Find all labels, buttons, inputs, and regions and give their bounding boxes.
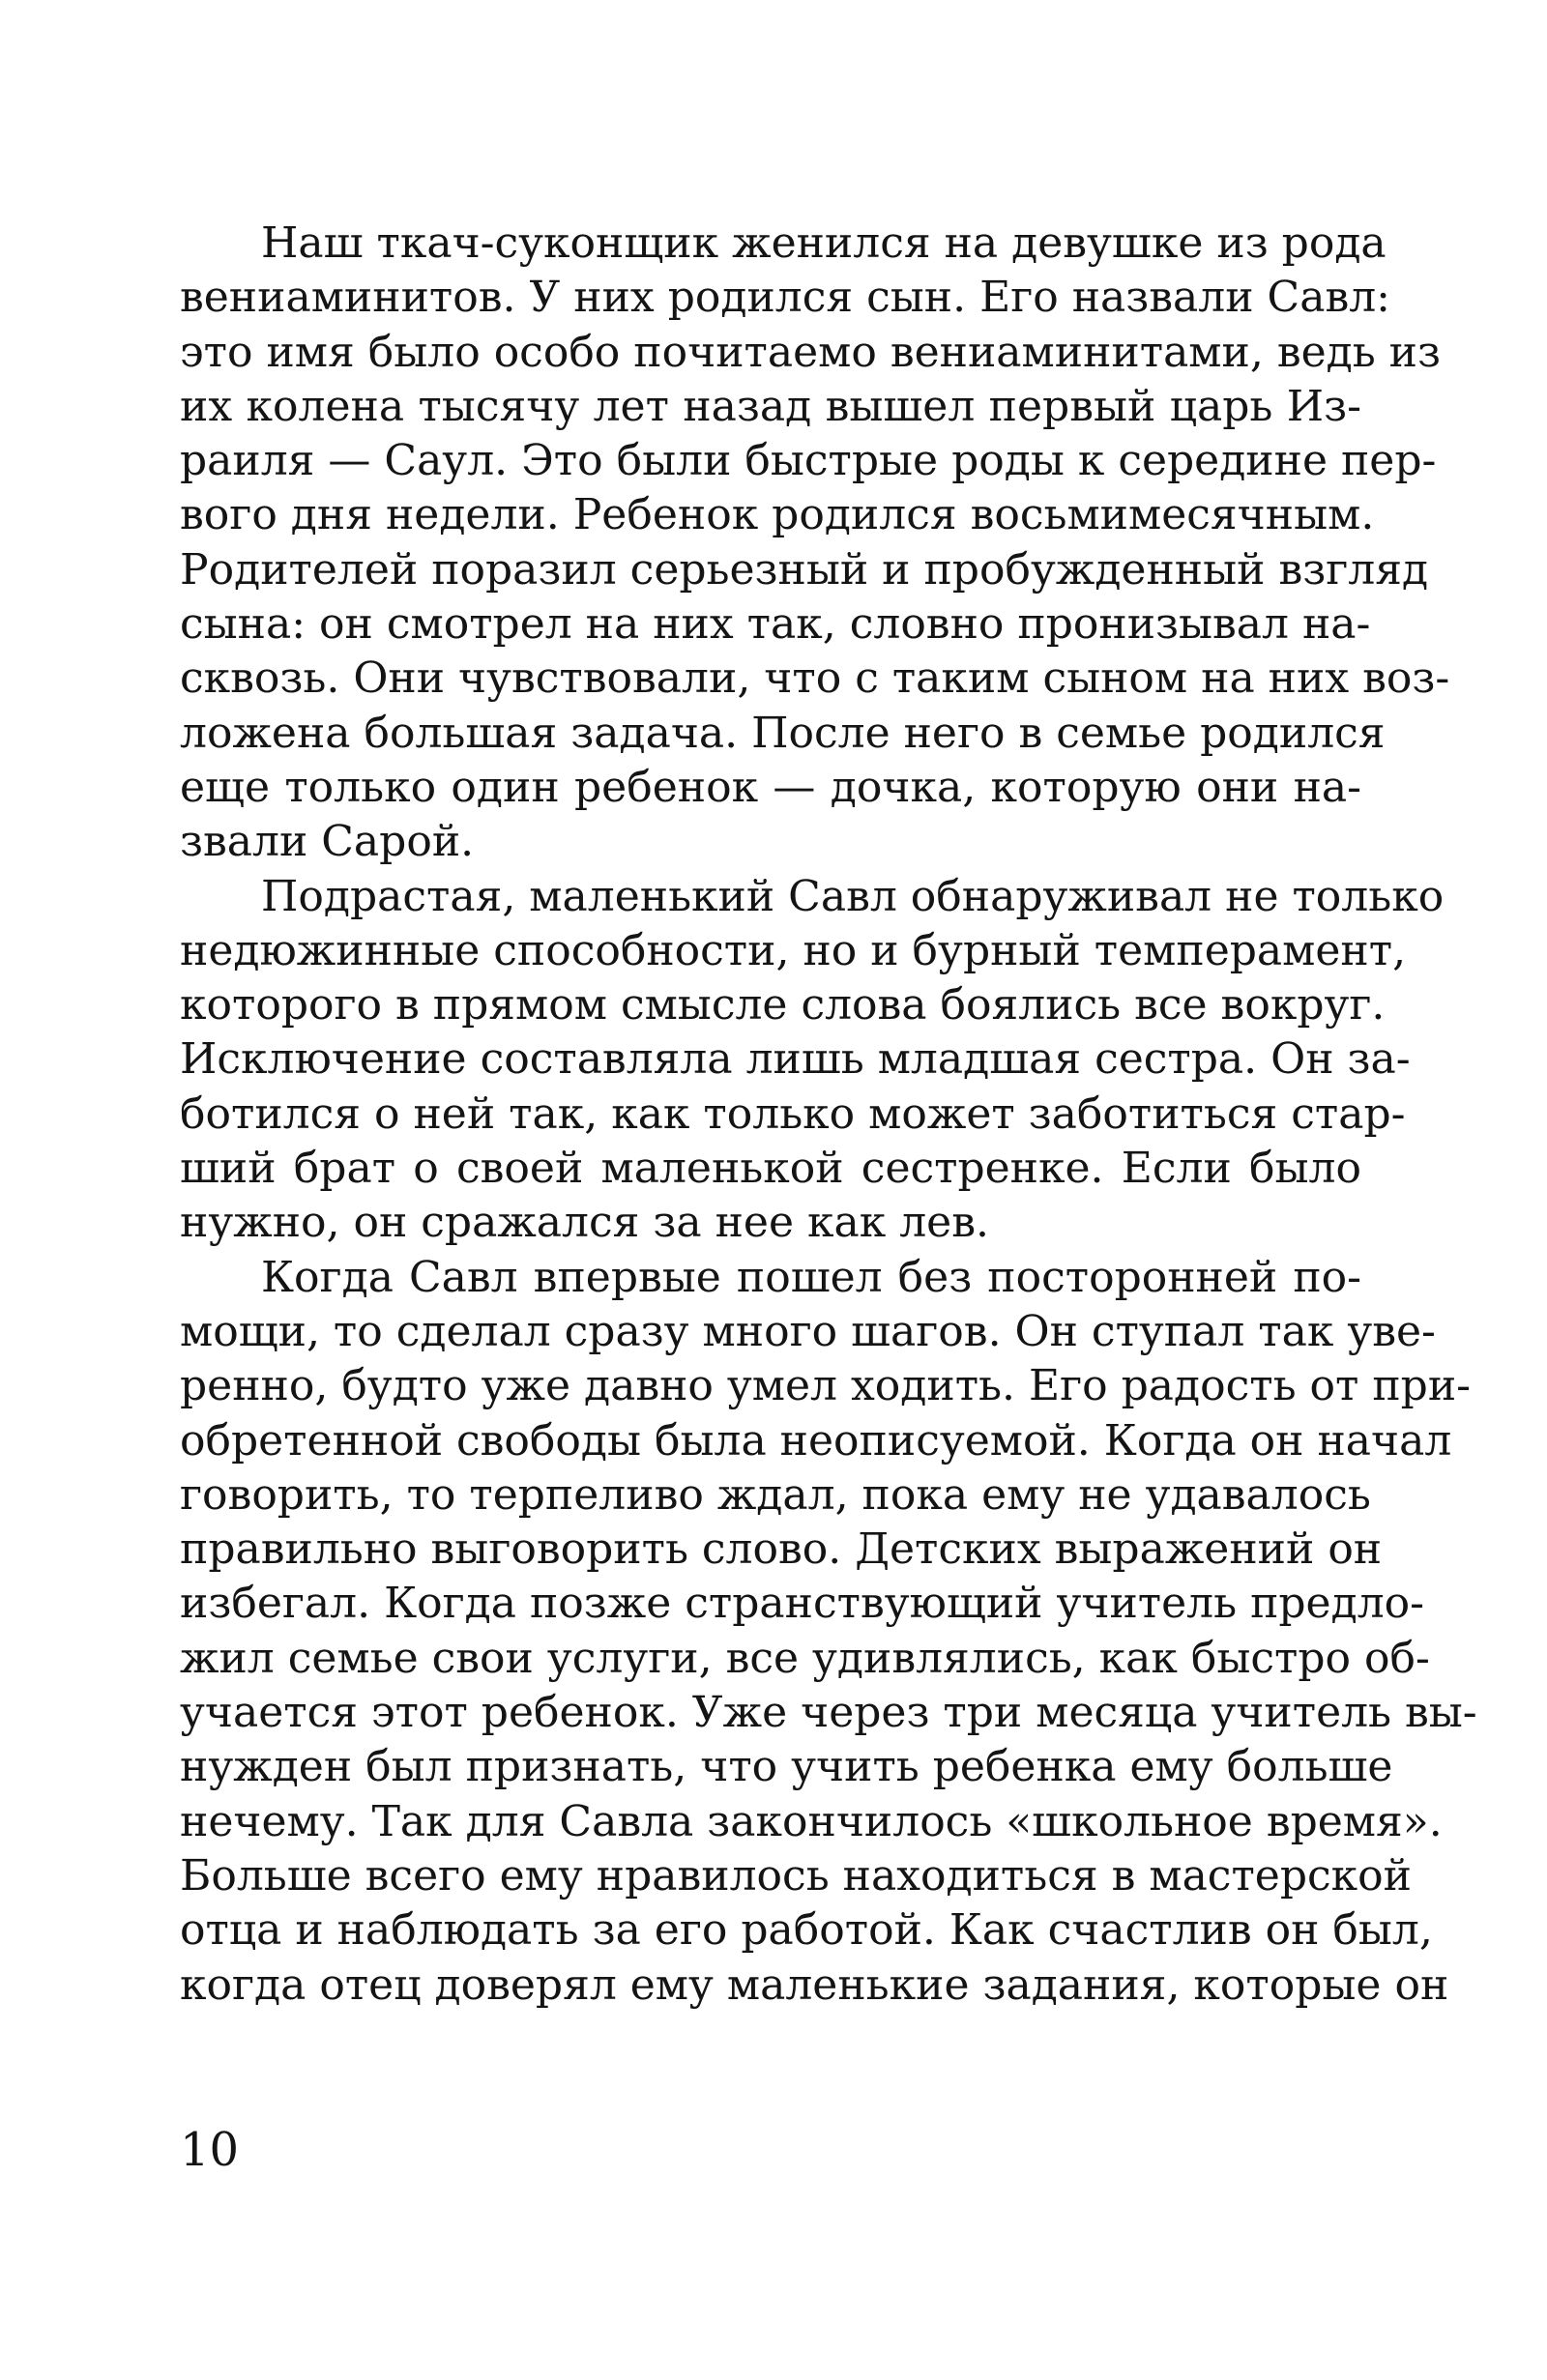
text-line: звали Сарой. xyxy=(180,817,475,867)
paragraph-1 xyxy=(180,217,1450,870)
text-line: когда отец доверял ему маленькие задания, которые он xyxy=(180,1959,1449,2010)
text-line: нужден был признать, что учить ребенка ему больше xyxy=(180,1742,1393,1792)
text-line: которого в прямом смысле слова боялись все вокруг. xyxy=(180,980,1386,1030)
text-line: ший брат о своей маленькой сестренке. Если было xyxy=(180,1144,1361,1194)
text-line: сына: он смотрел на них так, словно пронизывал на- xyxy=(180,599,1371,650)
text-line: Наш ткач-суконщик женился на девушке из рода xyxy=(261,218,1386,268)
text-line: жил семье свои услуги, все удивлялись, как быстро об- xyxy=(180,1633,1430,1683)
text-line: это имя было особо почитаемо вениаминитами, ведь из xyxy=(180,327,1441,377)
paragraph-3 xyxy=(180,1251,1477,2013)
text-line: еще только один ребенок — дочка, которую они на- xyxy=(180,762,1361,812)
text-line: недюжинные способности, но и бурный темперамент, xyxy=(180,925,1407,975)
text-line: ложена большая задача. После него в семье родился xyxy=(180,708,1386,758)
text-line: Когда Савл впервые пошел без посторонней по- xyxy=(261,1252,1361,1302)
page-number: 10 xyxy=(180,2123,240,2177)
text-line: Подрастая, маленький Савл обнаруживал не только xyxy=(261,871,1445,921)
text-line: нужно, он сражался за нее как лев. xyxy=(180,1198,989,1248)
text-line: избегал. Когда позже странствующий учитель предло- xyxy=(180,1579,1424,1629)
text-line: сквозь. Они чувствовали, что с таким сыном на них воз- xyxy=(180,653,1450,704)
body-text xyxy=(180,217,1477,2013)
text-line: Родителей поразил серьезный и пробужденный взгляд xyxy=(180,544,1429,595)
text-line: ренно, будто уже давно умел ходить. Его радость от при- xyxy=(180,1361,1472,1411)
text-line: Исключение составляла лишь младшая сестра. Он за- xyxy=(180,1034,1411,1085)
text-line: нечему. Так для Савла закончилось «школьное время». xyxy=(180,1796,1443,1846)
text-line: Больше всего ему нравилось находиться в мастерской xyxy=(180,1850,1412,1901)
text-line: вениаминитов. У них родился сын. Его назвали Савл: xyxy=(180,273,1391,323)
text-line: правильно выговорить слово. Детских выражений он xyxy=(180,1524,1383,1575)
text-line: их колена тысячу лет назад вышел первый царь Из- xyxy=(180,381,1361,431)
text-line: обретенной свободы была неописуемой. Когда он начал xyxy=(180,1415,1452,1466)
text-line: мощи, то сделал сразу много шагов. Он ступал так уве- xyxy=(180,1306,1436,1356)
text-line: отца и наблюдать за его работой. Как счастлив он был, xyxy=(180,1905,1433,1956)
paragraph-2 xyxy=(180,870,1445,1251)
text-line: учается этот ребенок. Уже через три месяца учитель вы- xyxy=(180,1688,1477,1738)
text-line: ботился о ней так, как только может заботиться стар- xyxy=(180,1088,1406,1139)
text-line: говорить, то терпеливо ждал, пока ему не удавалось xyxy=(180,1469,1371,1520)
text-line: вого дня недели. Ребенок родился восьмимесячным. xyxy=(180,490,1375,540)
text-line: раиля — Саул. Это были быстрые роды к середине пер- xyxy=(180,436,1437,486)
